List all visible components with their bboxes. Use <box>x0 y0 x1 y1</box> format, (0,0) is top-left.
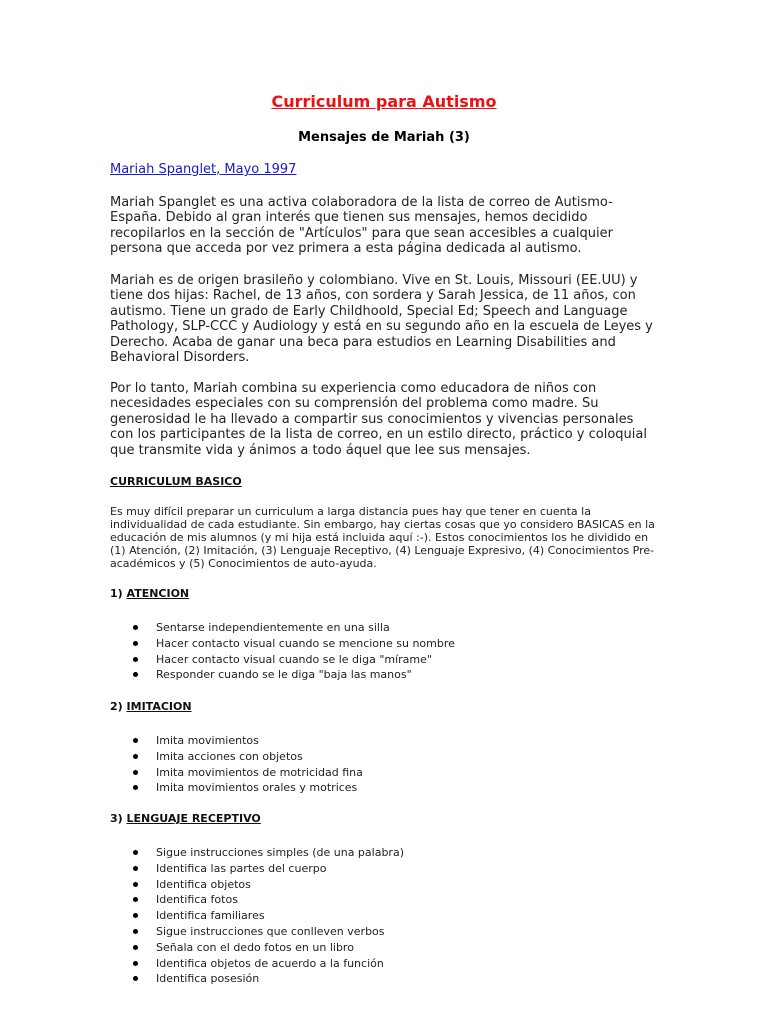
intro-paragraph-3: Por lo tanto, Mariah combina su experiencia como educadora de niños con necesidades especiales con su comprensión del problema como madre. Su generosidad le ha llevado a compartir sus conocimientos y vivencias personales con los participantes de la lista de correo, en un estilo directo, práctico y coloquial que transmite vida y ánimos a todo áquel que lee sus mensajes. <box>110 381 647 458</box>
list-item: Imita movimientos <box>110 733 363 749</box>
lenguaje-receptivo-list <box>110 845 404 987</box>
section-number: 3) <box>110 812 123 825</box>
section-heading-imitacion <box>110 700 192 713</box>
list-item: Hacer contacto visual cuando se mencione su nombre <box>110 636 455 652</box>
list-item: Identifica objetos de acuerdo a la función <box>110 956 404 972</box>
list-item: Sigue instrucciones simples (de una palabra) <box>110 845 404 861</box>
list-item: Sentarse independientemente en una silla <box>110 620 455 636</box>
author-link[interactable]: Mariah Spanglet, Mayo 1997 <box>110 162 297 177</box>
curriculum-heading: CURRICULUM BASICO <box>110 475 242 488</box>
section-title: LENGUAJE RECEPTIVO <box>126 812 261 825</box>
atencion-list <box>110 620 455 683</box>
list-item: Responder cuando se le diga "baja las manos" <box>110 667 455 683</box>
intro-paragraph-2: Mariah es de origen brasileño y colombiano. Vive en St. Louis, Missouri (EE.UU) y tiene dos hijas: Rachel, de 13 años, con sordera y Sarah Jessica, de 11 años, con autismo. Tiene un grado de Early Childhoold, Special Ed; Speech and Language Pathology, SLP-CCC y Audiology y está en su segundo año en la escuela de Leyes y Derecho. Acaba de ganar una beca para estudios en Learning Disabilities and Behavioral Disorders. <box>110 273 653 366</box>
list-item: Imita movimientos de motricidad fina <box>110 765 363 781</box>
page-subtitle: Mensajes de Mariah (3) <box>298 130 470 145</box>
list-item: Sigue instrucciones que conlleven verbos <box>110 924 404 940</box>
list-item: Identifica objetos <box>110 877 404 893</box>
list-item: Imita acciones con objetos <box>110 749 363 765</box>
list-item: Identifica fotos <box>110 892 404 908</box>
section-heading-lenguaje-receptivo <box>110 812 261 825</box>
curriculum-paragraph: Es muy difícil preparar un curriculum a larga distancia pues hay que tener en cuenta la individualidad de cada estudiante. Sin embargo, hay ciertas cosas que yo considero BASICAS en la educación de mis alumnos (y mi hija está incluida aquí :-). Estos conocimientos los he dividido en (1) Atención, (2) Imitación, (3) Lenguaje Receptivo, (4) Lenguaje Expresivo, (4) Conocimientos Pre-académicos y (5) Conocimientos de auto-ayuda. <box>110 505 655 570</box>
list-item: Identifica las partes del cuerpo <box>110 861 404 877</box>
list-item: Señala con el dedo fotos en un libro <box>110 940 404 956</box>
page-title: Curriculum para Autismo <box>271 92 497 111</box>
section-title: ATENCION <box>126 587 190 600</box>
list-item: Hacer contacto visual cuando se le diga "mírame" <box>110 652 455 668</box>
section-number: 1) <box>110 587 123 600</box>
list-item: Imita movimientos orales y motrices <box>110 780 363 796</box>
section-heading-atencion <box>110 587 189 600</box>
list-item: Identifica posesión <box>110 971 404 987</box>
intro-paragraph-1: Mariah Spanglet es una activa colaboradora de la lista de correo de Autismo-España. Debido al gran interés que tienen sus mensajes, hemos decidido recopilarlos en la sección de "Artículos" para que sean accesibles a cualquier persona que acceda por vez primera a esta página dedicada al autismo. <box>110 195 613 257</box>
imitacion-list <box>110 733 363 796</box>
section-title: IMITACION <box>126 700 192 713</box>
list-item: Identifica familiares <box>110 908 404 924</box>
section-number: 2) <box>110 700 123 713</box>
